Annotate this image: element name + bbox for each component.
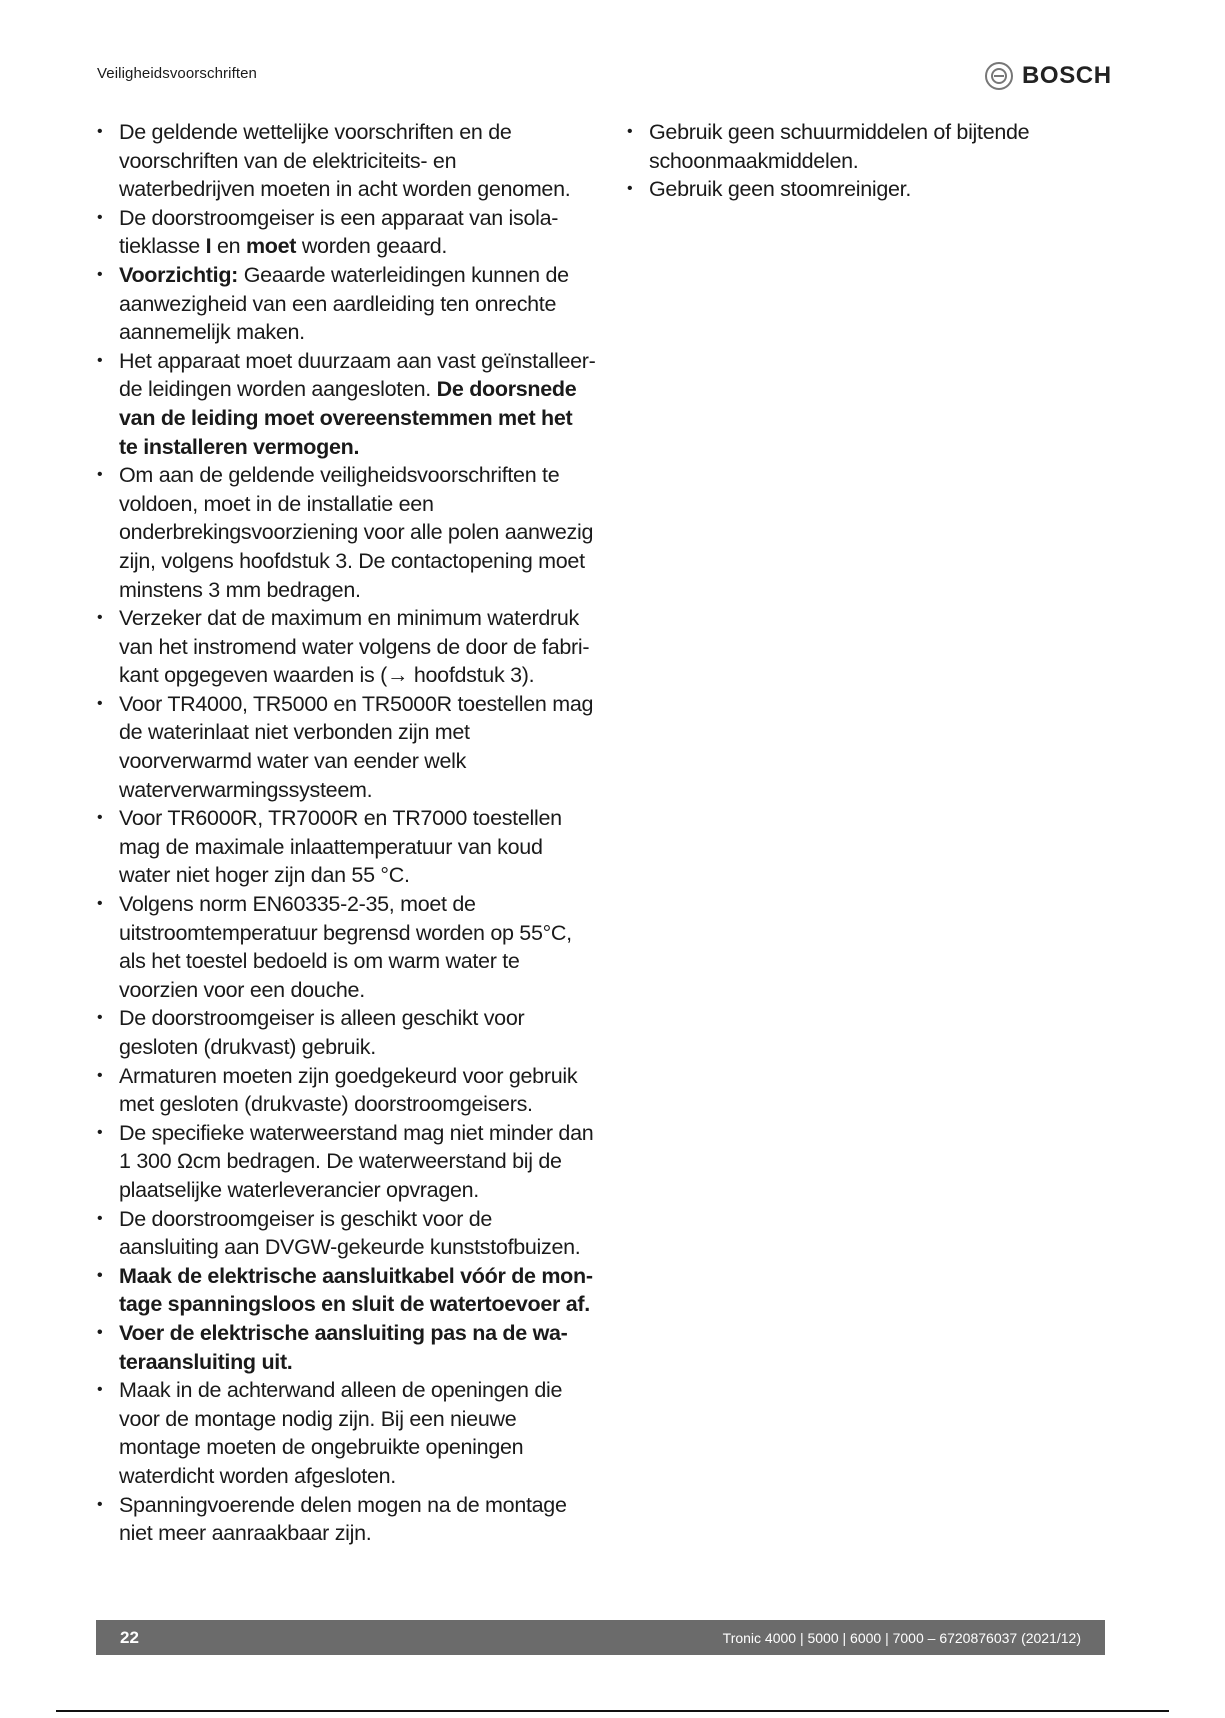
bosch-armature-icon xyxy=(985,62,1013,90)
document-reference: Tronic 4000 | 5000 | 6000 | 7000 – 6720876037 (2021/12) xyxy=(722,1630,1081,1646)
page-section-title: Veiligheidsvoorschriften xyxy=(97,65,257,82)
cleaning-list xyxy=(626,118,1126,204)
brand-name: BOSCH xyxy=(1022,62,1112,89)
list-item: • Volgens norm EN60335-2-35, moet de uitstroomtemperatuur begrensd worden op 55°C, als het toestel bedoeld is om warm water te voorzien voor een douche. xyxy=(96,890,596,1004)
list-item: • Spanningvoerende delen mogen na de montage niet meer aanraakbaar zijn. xyxy=(96,1491,596,1548)
list-item: • Voor TR6000R, TR7000R en TR7000 toestellen mag de maximale inlaattemperatuur van koud water niet hoger zijn dan 55 °C. xyxy=(96,804,596,890)
list-item: • Armaturen moeten zijn goedgekeurd voor gebruik met gesloten (drukvaste) doorstroomgeisers. xyxy=(96,1062,596,1119)
list-item: • De doorstroomgeiser is een apparaat van isola-tieklasse I en moet worden geaard. xyxy=(96,204,596,261)
list-item-bold: • Maak de elektrische aansluitkabel vóór de mon-tage spanningsloos en sluit de watertoevoer af. xyxy=(96,1262,596,1319)
page-footer xyxy=(96,1620,1105,1655)
brand-logo xyxy=(985,60,1112,92)
list-item: • Verzeker dat de maximum en minimum waterdruk van het instromend water volgens de door de fabri-kant opgegeven waarden is (→ hoofdstuk 3). xyxy=(96,604,596,690)
list-item: • Om aan de geldende veiligheidsvoorschriften te voldoen, moet in de installatie een onderbrekingsvoorziening voor alle polen aanwezig zijn, volgens hoofdstuk 3. De contactopening moet minstens 3 mm bedragen. xyxy=(96,461,596,604)
list-item: • Gebruik geen schuurmiddelen of bijtende schoonmaakmiddelen. xyxy=(626,118,1126,175)
bottom-divider xyxy=(56,1710,1169,1712)
list-item: • De geldende wettelijke voorschriften en de voorschriften van de elektriciteits- en waterbedrijven moeten in acht worden genomen. xyxy=(96,118,596,204)
safety-list xyxy=(96,118,596,1548)
list-item: • De doorstroomgeiser is geschikt voor de aansluiting aan DVGW-gekeurde kunststofbuizen. xyxy=(96,1205,596,1262)
right-column xyxy=(626,118,1126,204)
list-item: • Voor TR4000, TR5000 en TR5000R toestellen mag de waterinlaat niet verbonden zijn met voorverwarmd water van eender welk waterverwarmingssysteem. xyxy=(96,690,596,804)
list-item: • De doorstroomgeiser is alleen geschikt voor gesloten (drukvast) gebruik. xyxy=(96,1004,596,1061)
list-item: • Maak in de achterwand alleen de openingen die voor de montage nodig zijn. Bij een nieuwe montage moeten de ongebruikte openingen waterdicht worden afgesloten. xyxy=(96,1376,596,1490)
list-item: • Gebruik geen stoomreiniger. xyxy=(626,175,1126,204)
left-column xyxy=(96,118,596,1548)
list-item-bold: • Voer de elektrische aansluiting pas na de wa-teraansluiting uit. xyxy=(96,1319,596,1376)
page-number: 22 xyxy=(120,1628,139,1647)
list-item: • Voorzichtig: Geaarde waterleidingen kunnen de aanwezigheid van een aardleiding ten onrechte aannemelijk maken. xyxy=(96,261,596,347)
list-item: • De specifieke waterweerstand mag niet minder dan 1 300 Ωcm bedragen. De waterweerstand bij de plaatselijke waterleverancier opvragen. xyxy=(96,1119,596,1205)
list-item: • Het apparaat moet duurzaam aan vast geïnstalleer-de leidingen worden aangesloten. De doorsnede van de leiding moet overeenstemmen met het te installeren vermogen. xyxy=(96,347,596,461)
